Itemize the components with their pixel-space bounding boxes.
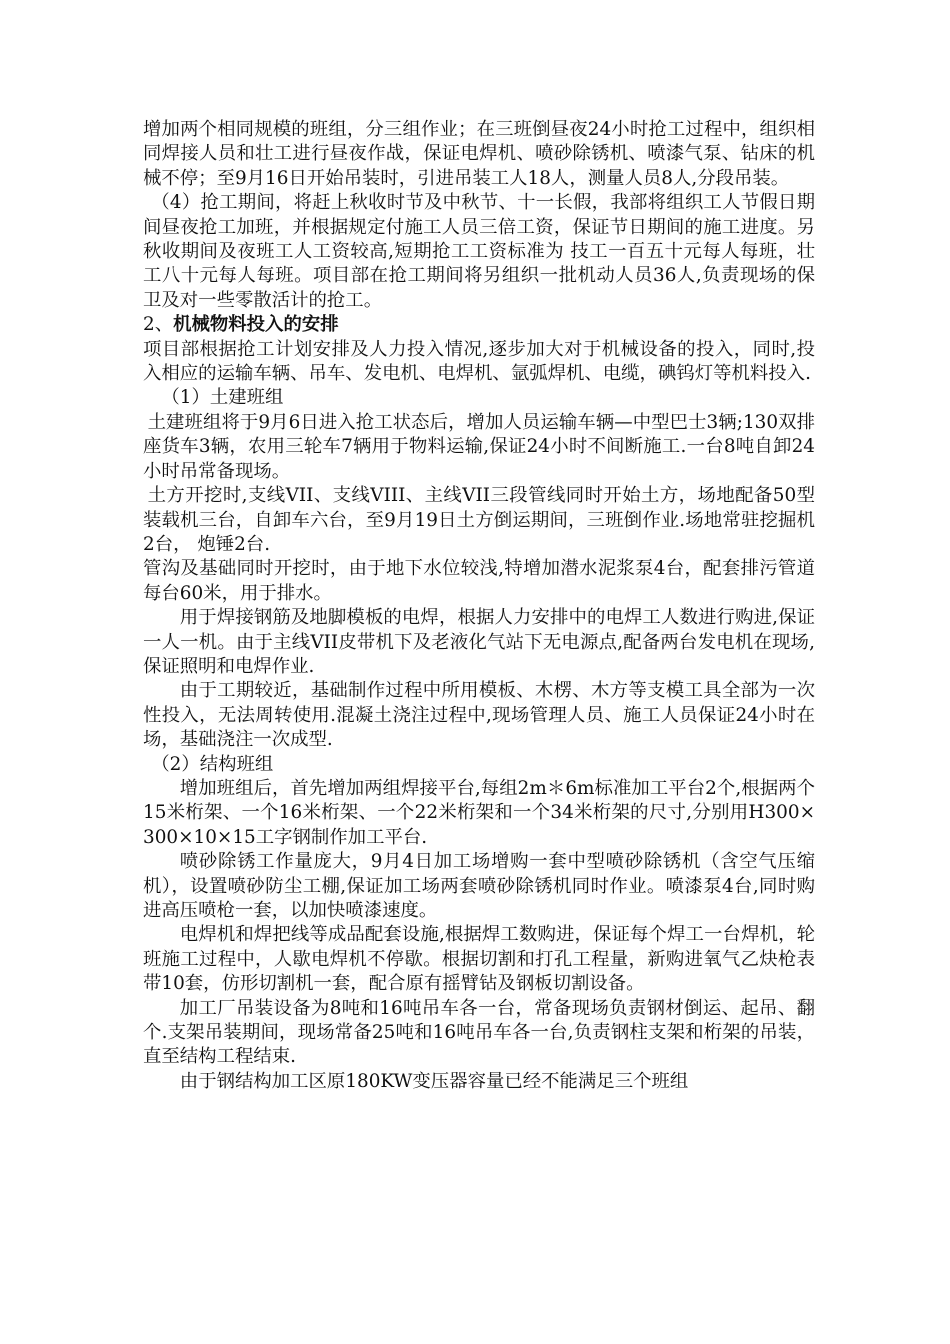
paragraph-continuation: 增加两个相同规模的班组，分三组作业；在三班倒昼夜24小时抢工过程中，组织相同焊接人员和壮工进行昼夜作战，保证电焊机、喷砂除锈机、喷漆气泵、钻床的机械不停；至9月16日开始吊装时，引进吊装工人18人，测量人员8人,分段吊装。 [143, 119, 815, 189]
paragraph-machinery-intro: 项目部根据抢工计划安排及人力投入情况,逐步加大对于机械设备的投入，同时,投入相应的运输车辆、吊车、发电机、电焊机、氩弧焊机、电缆，碘钨灯等机料投入. [143, 338, 815, 385]
section-heading [143, 313, 815, 337]
paragraph-welding-machines: 电焊机和焊把线等成品配套设施,根据焊工数购进，保证每个焊工一台焊机，轮班施工过程中，人歇电焊机不停歇。根据切割和打孔工程量，新购进氧气乙炔枪表带10套，仿形切割机一套，配合原有摇臂钻及钢板切割设备。 [143, 924, 815, 995]
paragraph-trench: 管沟及基础同时开挖时，由于地下水位较浅,特增加潜水泥浆泵4台，配套排污管道每台60米，用于排水。 [143, 558, 815, 604]
paragraph-platforms: 增加班组后，首先增加两组焊接平台,每组2m＊6m标准加工平台2个,根据两个15米桁架、一个16米桁架、一个22米桁架和一个34米桁架的尺寸,分别用H300×300×10×15工字钢制作加工平台. [143, 777, 815, 848]
subheading-structure-team: （2）结构班组 [151, 753, 274, 775]
paragraph-welding: 用于焊接钢筋及地脚模板的电焊，根据人力安排中的电焊工人数进行购进,保证一人一机。由于主线VII皮带机下及老液化气站下无电源点,配备两台发电机在现场,保证照明和电焊作业. [143, 607, 815, 677]
paragraph-sandblasting: 喷砂除锈工作量庞大，9月4日加工场增购一套中型喷砂除锈机（含空气压缩机），设置喷砂防尘工棚,保证加工场两套喷砂除锈机同时作业。喷漆泵4台,同时购进高压喷枪一套，以加快喷漆速度。 [143, 851, 815, 921]
section-number: 2、 [143, 314, 174, 336]
paragraph-formwork: 由于工期较近，基础制作过程中所用模板、木楞、木方等支模工具全部为一次性投入，无法周转使用.混凝土浇注过程中,现场管理人员、施工人员保证24小时在场，基础浇注一次成型. [143, 680, 815, 751]
paragraph-rush-period: （4）抢工期间，将赶上秋收时节及中秋节、十一长假，我部将组织工人节假日期间昼夜抢工加班，并根据规定付施工人员三倍工资，保证节日期间的施工进度。另秋收期间及夜班工人工资较高,短期抢工工资标准为 技工一百五十元每人每班，壮工八十元每人每班。项目部在抢工期间将另组织一批机动人员36人,负责现场的保卫及对一些零散活计的抢工。 [143, 192, 815, 311]
subheading-civil-team: （1）土建班组 [161, 387, 284, 409]
document-page [143, 118, 815, 1094]
paragraph-civil-vehicles: 土建班组将于9月6日进入抢工状态后，增加人员运输车辆—中型巴士3辆;130双排座货车3辆，农用三轮车7辆用于物料运输,保证24小时不间断施工.一台8吨自卸24小时吊常备现场。 [143, 411, 815, 482]
paragraph-transformer: 由于钢结构加工区原180KW变压器容量已经不能满足三个班组 [179, 1070, 689, 1092]
section-title: 机械物料投入的安排 [173, 314, 339, 336]
paragraph-earthwork: 土方开挖时,支线VII、支线VIII、主线VII三段管线同时开始土方，场地配备50型装载机三台，自卸车六台，至9月19日土方倒运期间，三班倒作业.场地常驻挖掘机2台， 炮锤2台. [143, 485, 815, 555]
paragraph-cranes: 加工厂吊装设备为8吨和16吨吊车各一台，常备现场负责钢材倒运、起吊、翻个.支架吊装期间，现场常备25吨和16吨吊车各一台,负责钢柱支架和桁架的吊装，直至结构工程结束. [143, 997, 815, 1068]
